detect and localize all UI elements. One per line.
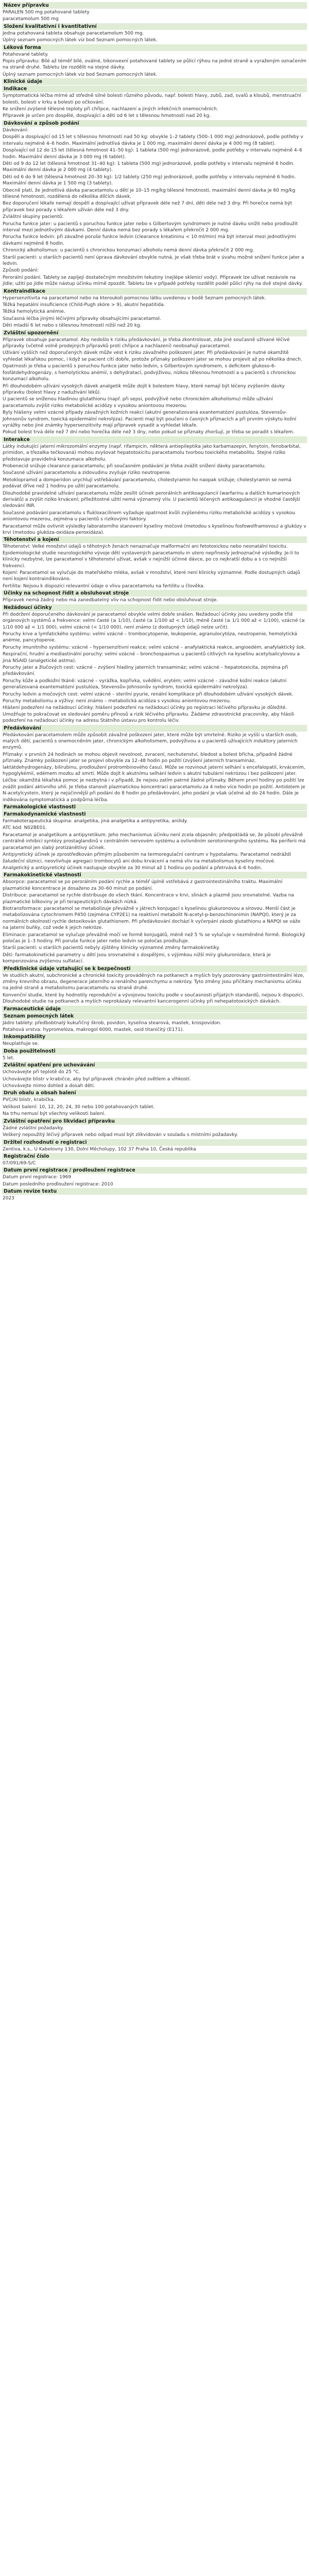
section-heading: Držitel rozhodnutí o registraci (2, 1139, 307, 1146)
section-paragraph: Při dlouhodobém užívání vysokých dávek analgetik může dojít k bolestem hlavy, které nemají být léčeny zvýšením dávky přípravku (bolest hlavy z nadužívání léků). (3, 383, 286, 395)
document-section (2, 811, 307, 871)
section-heading: Zvláštní opatření pro likvidaci přípravku (2, 1118, 307, 1125)
document-section (2, 78, 307, 85)
section-heading: Nežádoucí účinky (2, 604, 307, 611)
section-paragraph: Obecně platí, že jednotlivá dávka paracetamolu u dětí je 10–15 mg/kg tělesné hmotnosti, maximální denní dávka je 60 mg/kg tělesné hmotnosti, rozdělená do několika dílčích dávek. (3, 188, 297, 199)
section-paragraph: Eliminace: paracetamol se vylučuje převážně močí ve formě konjugátů, méně než 5 % se vylučuje v nezměněné formě. Biologický poločas je 1–3 hodiny. Při poruše funkce jater nebo ledvin se poločas prodlužuje. (3, 932, 307, 944)
section-heading: Doba použitelnosti (2, 1048, 307, 1055)
section-paragraph: Přípravek nemá žádný nebo má zanedbatelný vliv na schopnost řídit nebo obsluhovat stroje. (3, 598, 218, 603)
section-paragraph: Dávkování: (3, 127, 29, 133)
section-paragraph: Předávkování paracetamolem může způsobit závažné poškození jater, které může být smrtelné. Riziko je vyšší u starších osob, malých dětí, pacientů s onemocněním jater, chronickým alkoholismem, podvýživou a u pacientů užívajících induktory jaterních enzymů. (3, 732, 299, 751)
section-paragraph: Velikost balení: 10, 12, 20, 24, 30 nebo 100 potahovaných tablet. (3, 1104, 155, 1110)
section-paragraph: Těžká hepatální insuficience (Child-Pugh skóre > 9), akutní hepatitida. (3, 302, 165, 308)
section-heading: Datum revize textu (2, 1188, 307, 1195)
section-paragraph: Pokud bolest trvá déle než 7 dní nebo horečka déle než 3 dny, nebo pokud se příznaky zhoršují, je třeba se poradit s lékařem. (3, 430, 295, 435)
section-paragraph: Konvenční studie, které by hodnotily reprodukční a vývojovou toxicitu podle v současnosti přijatých standardů, nejsou k dispozici. Dlouhodobé studie na potkanech a myších neprokázaly relevantní kancerogenní účinky při nehepatotoxických dávkách. (3, 992, 305, 1005)
document-section (2, 872, 307, 964)
section-heading: Datum první registrace / prodloužení registrace (2, 1167, 307, 1174)
section-paragraph: Užívání vyšších než doporučených dávek může vést k riziku závažného poškození jater. Při předávkování je nutné okamžitě vyhledat lékařskou pomoc, i když se pacient cítí dobře, protože příznaky poškození jater se mohou projevit až po několika dnech. (3, 350, 302, 362)
document-section (2, 120, 307, 287)
section-paragraph: ATC kód: N02BE01. (3, 825, 47, 831)
section-paragraph: Fertilita: Nejsou k dispozici relevantní údaje o vlivu paracetamolu na fertilitu u člověka. (3, 583, 205, 589)
document-section (2, 604, 307, 724)
section-paragraph: Byly hlášeny velmi vzácné případy závažných kožních reakcí (akutní generalizovaná exantematózní pustulóza, Stevensův-Johnsonův syndrom, toxická epidermální nekrolýza). Pacienti mají být poučeni o časných příznacích a při prvním výskytu kožní vyrážky nebo jiné známky hypersenzitivity mají přípravek vysadit a vyhledat lékaře. (3, 410, 298, 428)
section-paragraph: Popis přípravku: Bílé až téměř bílé, oválné, bikonvexní potahované tablety se půlicí rýhou na jedné straně a vyraženým označením na straně druhé. Tabletu lze rozdělit na stejné dávky. (3, 59, 308, 71)
section-paragraph: Poruchy kůže a podkožní tkáně: vzácné – vyrážka, kopřivka, svědění, erytém; velmi vzácné – závažné kožní reakce (akutní generalizovaná exantematózní pustulóza, Stevensův-Johnsonův syndrom, toxická epidermální nekrolýza). (3, 678, 288, 690)
section-paragraph: Poruchy imunitního systému: vzácné – hypersenzitivní reakce; velmi vzácné – anafylaktická reakce, angioedém, anafylaktický šok. (3, 645, 306, 650)
section-heading: Předávkování (2, 725, 307, 732)
section-heading: Indikace (2, 86, 307, 92)
document-section (2, 44, 307, 78)
document-section (2, 23, 307, 44)
section-heading: Zvláštní upozornění (2, 330, 307, 336)
section-paragraph: Jádro tablety: předbobtnalý kukuřičný škrob, povidon, kyselina stearová, mastek, krospovidon. (3, 1020, 221, 1026)
section-paragraph: Způsob podání: (3, 268, 39, 274)
section-heading: Léková forma (2, 44, 307, 51)
document-section (2, 86, 307, 120)
section-paragraph: Při dodržení doporučeného dávkování je paracetamol obvykle velmi dobře snášen. Nežádoucí účinky jsou uvedeny podle tříd orgánových systémů a frekvence: velmi časté (≥ 1/10), časté (≥ 1/100 až < 1/10), méně časté (≥ 1/1 000 až < 1/100), vzácné (≥ 1/10 000 až < 1/1 000), velmi vzácné (< 1/10 000), není známo (z dostupných údajů nelze určit). (3, 612, 307, 630)
section-heading: Předklinické údaje vztahující se k bezpečnosti (2, 965, 307, 972)
section-paragraph: Bez doporučení lékaře nemají dospělí a dospívající užívat přípravek déle než 7 dní, děti déle než 3 dny. Při horečce nemá být přípravek bez porady s lékařem užíván déle než 3 dny. (3, 201, 294, 213)
document-section (2, 1118, 307, 1139)
section-paragraph: Potahované tablety. (3, 52, 49, 57)
section-heading: Seznam pomocných látek (2, 1013, 307, 1020)
section-paragraph: Distribuce: paracetamol se rychle distribuuje do všech tkání. Koncentrace v krvi, slinách a plazmě jsou srovnatelné. Vazba na plazmatické bílkoviny je při terapeutických dávkách nízká. (3, 893, 296, 905)
section-paragraph: Starší pacienti: u starších pacientů nebyly zjištěny klinicky významné změny farmakokinetiky. (3, 945, 220, 951)
section-paragraph: 2023 (3, 1196, 14, 1201)
document-section (2, 1013, 307, 1033)
section-paragraph: Látky indukující jaterní mikrozomální enzymy (např. rifampicin, některá antiepileptika jako karbamazepin, fenytoin, fenobarbital, primidon, a třezalka tečkovaná) mohou zvyšovat hepatotoxicitu paracetamolu tvorbou toxického metabolitu. Stejné riziko představuje pravidelná konzumace alkoholu. (3, 444, 302, 462)
section-paragraph: Současné užívání paracetamolu a zidovudinu zvyšuje riziko neutropenie. (3, 470, 171, 476)
section-paragraph: Probenecid snižuje clearance paracetamolu; při současném podávání je třeba zvážit snížení dávky paracetamolu. (3, 463, 266, 469)
section-paragraph: Na trhu nemusí být všechny velikosti balení. (3, 1111, 106, 1117)
section-heading: Klinické údaje (2, 78, 307, 85)
section-paragraph: Potahová vrstva: hypromelóza, makrogol 6000, mastek, oxid titaničitý (E171). (3, 1027, 184, 1033)
document-section (2, 725, 307, 803)
section-heading: Registrační číslo (2, 1153, 307, 1160)
section-paragraph: Uchovávejte při teplotě do 25 °C. (3, 1070, 80, 1075)
section-paragraph: Veškerý nepoužitý léčivý přípravek nebo odpad musí být zlikvidován v souladu s místními požadavky. (3, 1132, 238, 1138)
section-paragraph: Děti od 9 do 12 let (tělesná hmotnost 31–40 kg): 1 tableta (500 mg) jednorázově, podle potřeby v intervalu nejméně 6 hodin. Maximální denní dávka je 2 000 mg (4 tablety). (3, 161, 296, 173)
document-section (2, 1006, 307, 1012)
section-paragraph: Uchovávejte blistr v krabičce, aby byl přípravek chráněn před světlem a vlhkostí. (3, 1076, 191, 1082)
section-paragraph: Hlášení podezření na nežádoucí účinky: hlášení podezření na nežádoucí účinky po registraci léčivého přípravku je důležité. Umožňuje to pokračovat ve sledování poměru přínosů a rizik léčivého přípravku. Žádáme zdravotnické pracovníky, aby hlásili podezření na nežádoucí účinky na adresu Státního ústavu pro kontrolu léčiv. (3, 705, 296, 724)
section-heading: Farmakodynamické vlastnosti (2, 811, 307, 818)
section-heading: Farmakokinetické vlastnosti (2, 872, 307, 878)
document-section (2, 1139, 307, 1153)
section-paragraph: Perorální podání. Tablety se zapíjejí dostatečným množstvím tekutiny (nejlépe sklenicí vody). Přípravek lze užívat nezávisle na jídle; užití po jídle může nástup účinku mírně zpozdit. Tabletu lze v případě potřeby rozdělit podél půlicí rýhy na dvě stejné dávky. (3, 275, 303, 287)
section-heading: Zvláštní opatření pro uchovávání (2, 1062, 307, 1069)
section-paragraph: Těžká hemolytická anémie. (3, 309, 65, 315)
document-section (2, 1062, 307, 1089)
section-paragraph: Neuplatňuje se. (3, 1041, 39, 1047)
section-paragraph: Farmakoterapeutická skupina: analgetika, jiná analgetika a antipyretika, anilidy. (3, 819, 188, 824)
section-paragraph: Přípravek je určen pro dospělé, dospívající a děti od 6 let s tělesnou hmotností nad 20 kg. (3, 113, 211, 119)
section-paragraph: 5 let. (3, 1055, 15, 1061)
section-heading: Název přípravku (2, 2, 307, 9)
section-paragraph: Poruchy metabolismu a výživy: není známo – metabolická acidóza s vysokou aniontovou mezerou. (3, 698, 231, 704)
section-paragraph: PVC/Al blistr, krabička. (3, 1097, 55, 1103)
section-paragraph: Opatrnosti je třeba u pacientů s poruchou funkce jater nebo ledvin, s Gilbertovým syndromem, s deficitem glukoso-6-fosfátdehydrogenázy, s hemolytickou anémií, s dehydratací, podvýživou, nízkou tělesnou hmotností a u pacientů s chronickou konzumací alkoholu. (3, 364, 297, 382)
section-paragraph: PARALEN 500 mg potahované tablety (3, 10, 90, 15)
document-section (2, 330, 307, 436)
section-paragraph: Děti mladší 6 let nebo s tělesnou hmotností nižší než 20 kg. (3, 323, 142, 329)
section-paragraph: Úplný seznam pomocných látek viz bod Seznam pomocných látek. (3, 38, 158, 43)
document-section (2, 1167, 307, 1188)
section-paragraph: Přípravek obsahuje paracetamol. Aby nedošlo k riziku předávkování, je třeba zkontrolovat, zda jiné současně užívané léčivé přípravky (včetně volně prodejných přípravků proti chřipce a nachlazení) neobsahují paracetamol. (3, 337, 291, 349)
section-paragraph: Žádné zvláštní požadavky. (3, 1125, 64, 1131)
section-paragraph: Zvláštní skupiny pacientů: (3, 214, 64, 220)
section-paragraph: Biotransformace: paracetamol se metabolizuje převážně v játrech konjugací s kyselinou glukuronovou a sírovou. Menší část je metabolizována cytochromem P450 (zejména CYP2E1) na reaktivní metabolit N-acetyl-p-benzochinonimin (NAPQI), který je za normálních okolností rychle detoxikován glutathionem. Při předávkování dochází k vyčerpání zásob glutathionu a NAPQI se váže na jaterní buňky, což vede k jejich nekróze. (3, 906, 302, 931)
document-section (2, 1153, 307, 1166)
section-paragraph: 07/091/69-S/C (3, 1160, 36, 1166)
section-paragraph: Děti: farmakokinetické parametry u dětí jsou srovnatelné s dospělými, s výjimkou nižší míry glukuronidace, která je kompenzována zvýšenou sulfatací. (3, 952, 272, 964)
document-section (2, 1090, 307, 1117)
section-heading: Farmaceutické údaje (2, 1006, 307, 1012)
document-section (2, 536, 307, 589)
section-paragraph: Respirační, hrudní a mediastinální poruchy: velmi vzácné – bronchospasmus u pacientů citlivých na kyselinu acetylsalicylovou a jiná NSAID (analgetické astma). (3, 652, 301, 664)
section-paragraph: Porucha funkce jater: u pacientů s poruchou funkce jater nebo s Gilbertovým syndromem je nutné dávku snížit nebo prodloužit interval mezi jednotlivými dávkami. Denní dávka nemá bez porady s lékařem překročit 2 000 mg. (3, 221, 300, 233)
document-section (2, 2, 307, 23)
document-section (2, 1033, 307, 1047)
document-section (2, 436, 307, 536)
section-paragraph: Symptomatická léčba mírné až středně silné bolesti různého původu, např. bolesti hlavy, zubů, zad, svalů a kloubů, menstruační bolesti, bolesti v krku a bolesti po očkování. (3, 93, 303, 105)
section-heading: Účinky na schopnost řídit a obsluhovat stroje (2, 590, 307, 597)
document-section (2, 965, 307, 1005)
document-section (2, 804, 307, 810)
section-paragraph: Dospělí a dospívající od 15 let s tělesnou hmotností nad 50 kg: obvykle 1–2 tablety (500–1 000 mg) jednorázově, podle potřeby v intervalu nejméně 4–6 hodin. Maximální jednotlivá dávka je 1 000 mg, maximální denní dávka je 4 000 mg (8 tablet). (3, 134, 305, 146)
section-paragraph: Příznaky: v prvních 24 hodinách se mohou objevit nevolnost, zvracení, nechutenství, bledost a bolest břicha, případně žádné příznaky. Známky poškození jater se projeví obvykle za 12–48 hodin po požití (zvýšení jaterních transamináz, laktátdehydrogenázy, bilirubinu, prodloužení protrombinového času). Může se rozvinout jaterní selhání s encefalopatií, krvácením, hypoglykémií, edémem mozku až smrtí. Může dojít k akutnímu selhání ledvin s akutní tubulární nekrózou i bez poškození jater. (3, 752, 307, 777)
section-paragraph: Současná léčba jinými léčivými přípravky obsahujícími paracetamol. (3, 316, 161, 321)
section-paragraph: paracetamolum 500 mg (3, 16, 59, 22)
section-paragraph: Uchovávejte mimo dohled a dosah dětí. (3, 1083, 95, 1089)
section-paragraph: Poruchy krve a lymfatického systému: velmi vzácné – trombocytopenie, leukopenie, agranulocytóza, neutropenie, hemolytická anémie, pancytopenie. (3, 631, 299, 643)
section-paragraph: Poruchy ledvin a močových cest: velmi vzácné – sterilní pyurie, renální komplikace při dlouhodobém užívání vysokých dávek. (3, 691, 294, 697)
section-paragraph: Poruchy jater a žlučových cest: vzácné – zvýšení hladiny jaterních transamináz; velmi vzácné – hepatotoxicita, zejména při předávkování. (3, 665, 290, 677)
section-paragraph: Chronický alkoholismus: u pacientů s chronickou konzumací alkoholu nemá denní dávka překročit 2 000 mg. (3, 248, 254, 253)
document-section (2, 288, 307, 329)
document-section (2, 1048, 307, 1061)
section-paragraph: Děti od 6 do 9 let (tělesná hmotnost 20–30 kg): 1/2 tablety (250 mg) jednorázově, podle potřeby v intervalu nejméně 6 hodin. Maximální denní dávka je 1 500 mg (3 tablety). (3, 174, 298, 187)
section-paragraph: U pacientů se sníženou hladinou glutathionu (např. při sepsi, podvýživě nebo chronickém alkoholismu) může užívání paracetamolu zvýšit riziko metabolické acidózy s vysokou aniontovou mezerou. (3, 397, 274, 409)
section-paragraph: Dlouhodobé pravidelné užívání paracetamolu může zesílit účinek perorálních antikoagulancií (warfarinu a dalších kumarinových derivátů) a zvýšit riziko krvácení; příležitostné užití nemá významný vliv. U pacientů léčených antikoagulancii je vhodné častější sledování INR. (3, 490, 302, 509)
section-paragraph: Antipyretický účinek je zprostředkován přímým působením na termoregulační centrum v hypotalamu. Paracetamol nedráždí žaludeční sliznici, neovlivňuje agregaci trombocytů ani dobu krvácení a nemá vliv na metabolismus kyseliny močové. (3, 852, 293, 864)
document-section (2, 1188, 307, 1201)
section-heading: Druh obalu a obsah balení (2, 1090, 307, 1096)
section-paragraph: Současné podávání paracetamolu s flukloxacilinem vyžaduje opatrnost kvůli zvýšenému riziku metabolické acidózy s vysokou aniontovou mezerou, zejména u pacientů s rizikovými faktory. (3, 510, 297, 522)
section-paragraph: Ve studiích akutní, subchronické a chronické toxicity prováděných na potkanech a myších byly pozorovány gastrointestinální léze, změny krevního obrazu, degenerace jaterního a renálního parenchymu a nekrózy. Tyto změny jsou přičítány mechanismu účinku na jedné straně a metabolismu paracetamolu na straně druhé. (3, 973, 306, 991)
section-heading: Kontraindikace (2, 288, 307, 295)
section-heading: Dávkování a způsob podání (2, 120, 307, 127)
section-paragraph: Kojení: Paracetamol se vylučuje do mateřského mléka, avšak v množství, které není klinicky významné. Podle dostupných údajů není kojení kontraindikováno. (3, 570, 302, 582)
section-paragraph: Absorpce: paracetamol se po perorálním podání rychle a téměř úplně vstřebává z gastrointestinálního traktu. Maximální plazmatické koncentrace je dosaženo za 30–60 minut po podání. (3, 879, 284, 891)
section-paragraph: Jedna potahovaná tableta obsahuje paracetamolum 500 mg. (3, 30, 144, 36)
section-paragraph: Analgetický a antipyretický účinek nastupuje obvykle za 30 minut až 1 hodinu po podání a přetrvává 4–6 hodin. (3, 865, 262, 871)
section-paragraph: Starší pacienti: u starších pacientů není úprava dávkování obvykle nutná, je však třeba brát v úvahu možné snížení funkce jater a ledvin. (3, 255, 306, 266)
section-heading: Interakce (2, 436, 307, 443)
section-paragraph: Metoklopramid a domperidon urychlují vstřebávání paracetamolu, cholestyramin ho naopak snižuje; cholestyramin se nemá podávat dříve než 1 hodinu po užití paracetamolu. (3, 477, 293, 489)
document-section (2, 590, 307, 603)
section-paragraph: Datum posledního prodloužení registrace: 2010 (3, 1181, 113, 1187)
section-heading: Těhotenství a kojení (2, 536, 307, 543)
section-heading: Inkompatibility (2, 1033, 307, 1040)
section-paragraph: Léčba: okamžitá lékařská pomoc je nezbytná i v případě, že nejsou zatím patrné žádné příznaky. Během první hodiny po požití lze zvážit podání aktivního uhlí. Je třeba stanovit plazmatickou koncentraci paracetamolu za 4 nebo více hodin po požití. Antidotem je N-acetylcystein, který je nejúčinnější při podání do 8 hodin po předávkování, jeho podání je však účelné až do 24 hodin. Dále je indikována symptomatická a podpůrná léčba. (3, 778, 307, 803)
section-paragraph: Úplný seznam pomocných látek viz bod Seznam pomocných látek. (3, 72, 158, 77)
section-paragraph: Porucha funkce ledvin: při závažné poruše funkce ledvin (clearance kreatininu < 10 ml/min) má být interval mezi jednotlivými dávkami nejméně 8 hodin. (3, 234, 298, 246)
section-paragraph: Zentiva, k.s., U Kabelovny 130, Dolní Měcholupy, 102 37 Praha 10, Česká republika (3, 1146, 196, 1152)
section-paragraph: Ke snížení zvýšené tělesné teploty při chřipce, nachlazení a jiných infekčních onemocněních. (3, 107, 218, 112)
section-paragraph: Těhotenství: Velké množství údajů o těhotných ženách nenaznačuje malformační ani fetotoxickou nebo neonatální toxicitu. Epidemiologické studie neurologického vývoje dětí vystavených paracetamolu in utero nepřinesly jednoznačné výsledky. Je-li to klinicky nezbytné, lze paracetamol v těhotenství užívat, avšak v nejnižší účinné dávce, po co nejkratší dobu a s co nejnižší frekvencí. (3, 544, 301, 569)
document (0, 0, 309, 1202)
section-paragraph: Hypersenzitivita na paracetamol nebo na kteroukoli pomocnou látku uvedenou v bodě Seznam pomocných látek. (3, 295, 266, 301)
section-paragraph: Paracetamol může ovlivnit výsledky laboratorního stanovení kyseliny močové (metodou s kyselinou fosfowolframovou) a glukózy v krvi (metodou glukóza-oxidáza-peroxidáza). (3, 523, 308, 536)
section-paragraph: Dospívající od 12 do 15 let (tělesná hmotnost 41–50 kg): 1 tableta (500 mg) jednorázově, podle potřeby v intervalu nejméně 4–6 hodin. Maximální denní dávka je 3 000 mg (6 tablet). (3, 148, 304, 160)
section-paragraph: Datum první registrace: 1969 (3, 1175, 72, 1180)
section-heading: Složení kvalitativní i kvantitativní (2, 23, 307, 30)
section-paragraph: Paracetamol je analgetikum a antipyretikum. Jeho mechanismus účinku není zcela objasněn; předpokládá se, že působí převážně centrálně inhibicí syntézy prostaglandinů v centrálním nervovém systému a ovlivněním serotoninergního systému. Na periferii má paracetamol jen slabý protizánětlivý účinek. (3, 832, 307, 851)
section-heading: Farmakologické vlastnosti (2, 804, 307, 810)
